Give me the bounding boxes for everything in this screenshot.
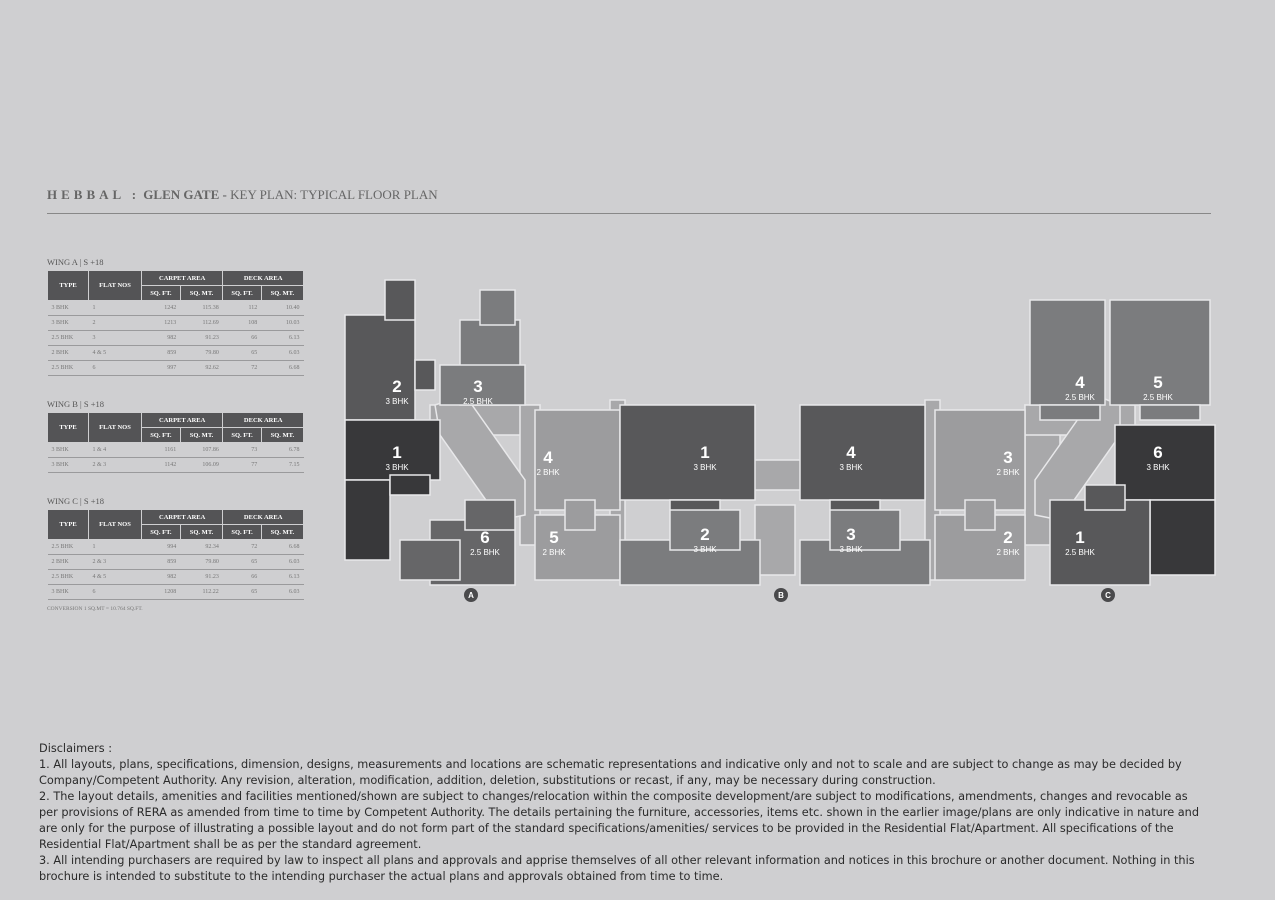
table-cell: 2.5 BHK (48, 570, 89, 585)
flat-type: 2.5 BHK (1143, 393, 1173, 402)
location-label: HEBBAL : (47, 187, 141, 202)
table-cell: 2.5 BHK (48, 361, 89, 376)
table-row (48, 346, 304, 361)
disclaimers (39, 741, 1209, 885)
disclaimer-item: 3. All intending purchasers are required by law to inspect all plans and approvals and apprise themselves of all other relevant information and notices in this brochure or another document. Nothing in this brochure is intended to substitute to the intending purchaser the actual plans and approvals obtained from time to time. (39, 854, 1195, 883)
table-cell: 6 (89, 361, 142, 376)
table-cell: 1213 (142, 316, 181, 331)
table-cell: 77 (223, 458, 261, 473)
flat-number: 6 (1153, 443, 1163, 462)
wing-c-table (47, 496, 304, 612)
unit-header: SQ. MT. (261, 525, 303, 540)
unit-header: SQ. MT. (261, 428, 303, 443)
flat-unit (800, 405, 925, 500)
col-type-header: TYPE (48, 413, 89, 443)
table-cell: 2 BHK (48, 555, 89, 570)
flat-unit (965, 500, 995, 530)
table-cell: 7.15 (261, 458, 303, 473)
table-row (48, 316, 304, 331)
table-cell: 3 BHK (48, 458, 89, 473)
flat-type: 2 BHK (542, 548, 566, 557)
table-row (48, 555, 304, 570)
table-cell: 91.23 (180, 331, 223, 346)
wing-title: WING B | S +18 (47, 399, 105, 409)
col-flat-header: FLAT NOS (89, 510, 142, 540)
disclaimer-item: 1. All layouts, plans, specifications, dimension, designs, measurements and locations are schematic representations and indicative only and not to scale and are subject to change as may be decided by Company/Competent Authority. Any revision, alteration, modification, addition, deletion, substitutions or recast, if any, may be necessary during construction. (39, 758, 1182, 787)
area-table (47, 412, 304, 473)
table-cell: 3 (89, 331, 142, 346)
flat-number: 1 (392, 443, 402, 462)
table-cell: 66 (223, 331, 261, 346)
flat-unit (1140, 405, 1200, 420)
flat-unit (1150, 500, 1215, 575)
flat-unit (400, 540, 460, 580)
col-type-header: TYPE (48, 510, 89, 540)
wing-marker-label: A (468, 591, 474, 600)
wing-title: WING C | S +18 (47, 496, 105, 506)
wing-marker-label: C (1105, 591, 1111, 600)
flat-type: 3 BHK (1146, 463, 1170, 472)
table-cell: 10.03 (261, 316, 303, 331)
table-cell: 108 (223, 316, 261, 331)
wing-b-table (47, 399, 304, 473)
col-flat-header: FLAT NOS (89, 271, 142, 301)
deck-area-header: DECK AREA (223, 510, 304, 525)
deck-area-header: DECK AREA (223, 413, 304, 428)
table-cell: 6.78 (261, 443, 303, 458)
flat-unit (415, 360, 435, 390)
flat-unit (390, 475, 430, 495)
flat-type: 3 BHK (693, 545, 717, 554)
table-cell: 6.13 (261, 570, 303, 585)
table-cell: 2 (89, 316, 142, 331)
disclaimer-title: Disclaimers : (39, 742, 113, 755)
table-cell: 112 (223, 301, 261, 316)
table-cell: 6.68 (261, 540, 303, 555)
unit-header: SQ. FT. (142, 286, 181, 301)
flat-number: 3 (473, 377, 483, 396)
table-cell: 1 & 4 (89, 443, 142, 458)
table-cell: 3 BHK (48, 316, 89, 331)
table-cell: 6.68 (261, 361, 303, 376)
table-cell: 3 BHK (48, 443, 89, 458)
project-name: GLEN GATE - (143, 187, 227, 202)
unit-header: SQ. MT. (180, 525, 223, 540)
table-row (48, 361, 304, 376)
flat-number: 2 (392, 377, 402, 396)
table-cell: 2 & 3 (89, 458, 142, 473)
col-flat-header: FLAT NOS (89, 413, 142, 443)
unit-header: SQ. FT. (223, 525, 261, 540)
carpet-area-header: CARPET AREA (142, 271, 223, 286)
table-cell: 112.69 (180, 316, 223, 331)
table-header-row (48, 271, 304, 286)
carpet-area-header: CARPET AREA (142, 413, 223, 428)
unit-header: SQ. MT. (180, 286, 223, 301)
flat-number: 5 (549, 528, 559, 547)
flat-type: 3 BHK (693, 463, 717, 472)
flat-type: 2.5 BHK (463, 397, 493, 406)
flat-unit (1040, 405, 1100, 420)
flat-number: 1 (1075, 528, 1085, 547)
unit-header: SQ. FT. (223, 428, 261, 443)
unit-header: SQ. MT. (261, 286, 303, 301)
table-cell: 66 (223, 570, 261, 585)
disclaimer-item: 2. The layout details, amenities and facilities mentioned/shown are subject to changes/relocation within the composite development/are subject to modifications, amendments, changes and revocable as per provisions of RERA as amended from time to time by Competent Authority. The details pertaining the furniture, accessories, items etc. shown in the earlier image/plans are only indicative in nature and are only for the purpose of illustrating a possible layout and do not form part of the standard specifications/amenities/ services to be provided in the Residential Flat/Apartment. All specifications of the Residential Flat/Apartment shall be as per the standard agreement. (39, 790, 1199, 851)
table-cell: 73 (223, 443, 261, 458)
flat-type: 3 BHK (385, 397, 409, 406)
flat-number: 3 (846, 525, 856, 544)
table-cell: 112.22 (180, 585, 223, 600)
conversion-note: CONVERSION 1 SQ.MT = 10.764 SQ.FT. (47, 606, 143, 612)
table-cell: 1208 (142, 585, 181, 600)
table-header-row (48, 413, 304, 428)
table-cell: 6.03 (261, 346, 303, 361)
flat-unit (830, 510, 900, 550)
plan-subtitle: KEY PLAN: TYPICAL FLOOR PLAN (230, 187, 438, 202)
flat-type: 2.5 BHK (1065, 548, 1095, 557)
table-cell: 92.34 (180, 540, 223, 555)
header-divider (47, 213, 1211, 214)
flat-unit (1050, 500, 1150, 585)
flat-number: 2 (700, 525, 710, 544)
flat-unit (620, 405, 755, 500)
table-cell: 79.80 (180, 555, 223, 570)
table-cell: 3 BHK (48, 585, 89, 600)
carpet-area-header: CARPET AREA (142, 510, 223, 525)
table-header-row (48, 510, 304, 525)
table-cell: 72 (223, 540, 261, 555)
flat-type: 2 BHK (996, 468, 1020, 477)
table-cell: 982 (142, 570, 181, 585)
table-cell: 997 (142, 361, 181, 376)
table-cell: 6 (89, 585, 142, 600)
table-cell: 982 (142, 331, 181, 346)
table-row (48, 585, 304, 600)
table-cell: 859 (142, 346, 181, 361)
flat-number: 5 (1153, 373, 1163, 392)
table-row (48, 540, 304, 555)
table-cell: 1 (89, 301, 142, 316)
table-cell: 2.5 BHK (48, 331, 89, 346)
table-row (48, 331, 304, 346)
corridor (755, 505, 795, 575)
flat-number: 4 (846, 443, 856, 462)
flat-unit (565, 500, 595, 530)
table-cell: 65 (223, 555, 261, 570)
flat-number: 4 (543, 448, 553, 467)
flat-unit (1030, 300, 1105, 405)
table-cell: 1 (89, 540, 142, 555)
table-cell: 4 & 5 (89, 570, 142, 585)
table-row (48, 458, 304, 473)
table-cell: 6.03 (261, 555, 303, 570)
flat-unit (480, 290, 515, 325)
table-cell: 79.80 (180, 346, 223, 361)
table-cell: 91.23 (180, 570, 223, 585)
flat-type: 2.5 BHK (470, 548, 500, 557)
table-cell: 10.40 (261, 301, 303, 316)
flat-number: 3 (1003, 448, 1013, 467)
table-cell: 2 & 3 (89, 555, 142, 570)
area-table (47, 270, 304, 376)
table-cell: 859 (142, 555, 181, 570)
unit-header: SQ. FT. (223, 286, 261, 301)
table-cell: 65 (223, 346, 261, 361)
table-cell: 1142 (142, 458, 181, 473)
table-cell: 65 (223, 585, 261, 600)
key-floor-plan (340, 275, 1220, 605)
wing-a-table (47, 257, 304, 376)
page-title (47, 187, 438, 203)
flat-unit (465, 500, 515, 530)
flat-unit (345, 480, 390, 560)
flat-unit (1085, 485, 1125, 510)
table-cell: 72 (223, 361, 261, 376)
flat-type: 3 BHK (385, 463, 409, 472)
table-cell: 3 BHK (48, 301, 89, 316)
flat-number: 1 (700, 443, 710, 462)
flat-number: 4 (1075, 373, 1085, 392)
table-cell: 6.03 (261, 585, 303, 600)
table-row (48, 443, 304, 458)
table-row (48, 301, 304, 316)
flat-type: 2.5 BHK (1065, 393, 1095, 402)
table-cell: 107.86 (180, 443, 223, 458)
unit-header: SQ. FT. (142, 525, 181, 540)
flat-number: 2 (1003, 528, 1013, 547)
flat-number: 6 (480, 528, 490, 547)
table-cell: 2 BHK (48, 346, 89, 361)
deck-area-header: DECK AREA (223, 271, 304, 286)
table-row (48, 570, 304, 585)
unit-header: SQ. FT. (142, 428, 181, 443)
table-cell: 1242 (142, 301, 181, 316)
flat-type: 3 BHK (839, 545, 863, 554)
table-cell: 994 (142, 540, 181, 555)
table-cell: 4 & 5 (89, 346, 142, 361)
flat-type: 2 BHK (536, 468, 560, 477)
flat-type: 2 BHK (996, 548, 1020, 557)
table-cell: 106.09 (180, 458, 223, 473)
wing-title: WING A | S +18 (47, 257, 104, 267)
flat-type: 3 BHK (839, 463, 863, 472)
table-cell: 115.38 (180, 301, 223, 316)
table-cell: 92.62 (180, 361, 223, 376)
flat-unit (385, 280, 415, 320)
table-cell: 2.5 BHK (48, 540, 89, 555)
wing-marker-label: B (778, 591, 784, 600)
unit-header: SQ. MT. (180, 428, 223, 443)
col-type-header: TYPE (48, 271, 89, 301)
table-cell: 6.13 (261, 331, 303, 346)
area-table (47, 509, 304, 600)
table-cell: 1161 (142, 443, 181, 458)
